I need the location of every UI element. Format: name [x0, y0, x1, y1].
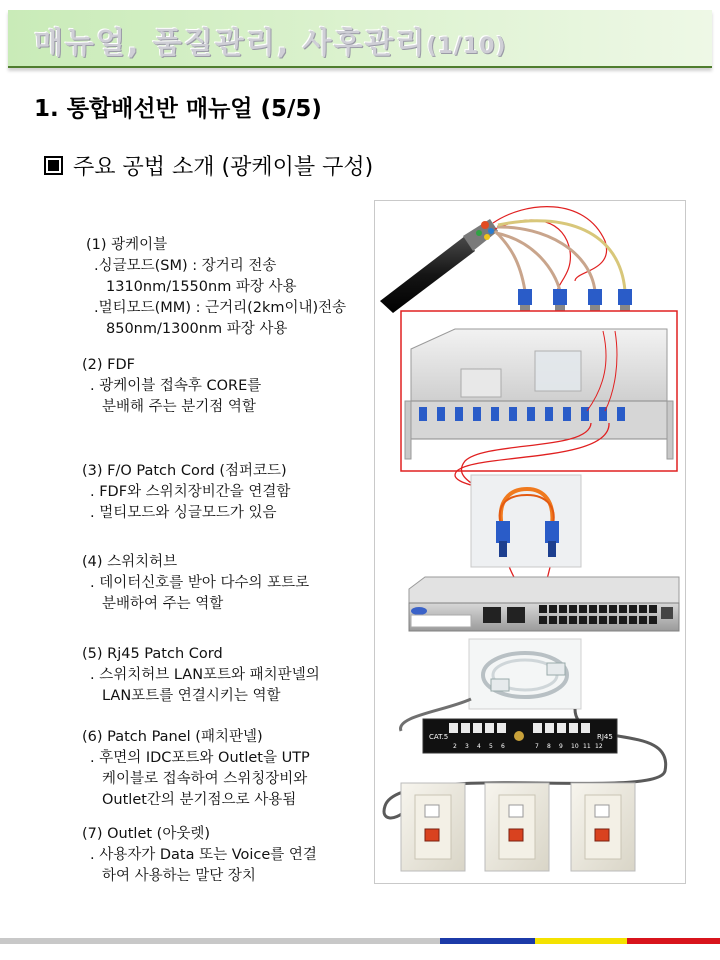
- item-line: 하여 사용하는 말단 장치: [102, 868, 256, 884]
- port-number: 4: [477, 743, 481, 750]
- item-line: . 데이터신호를 받아 다수의 포트로: [90, 575, 310, 591]
- item-line: 케이블로 접속하여 스위칭장비와: [102, 771, 308, 787]
- section-heading: 1. 통합배선반 매뉴얼 (5/5): [34, 96, 322, 122]
- item-line: .멀티모드(MM) : 근거리(2km이내)전송: [94, 300, 347, 316]
- patch-panel-label-rj45: RJ45: [597, 733, 613, 741]
- item-patch-cord: [82, 461, 290, 524]
- item-title: (1) 광케이블: [86, 237, 168, 253]
- item-line: 1310nm/1550nm 파장 사용: [106, 279, 297, 295]
- port-number: 12: [595, 743, 603, 750]
- item-line: 분배해 주는 분기점 역할: [102, 399, 256, 415]
- port-number: 10: [571, 743, 579, 750]
- subheading: [44, 150, 373, 181]
- network-diagram: [374, 200, 686, 884]
- item-line: . 사용자가 Data 또는 Voice를 연결: [90, 847, 317, 863]
- item-line: Outlet간의 분기점으로 사용됨: [102, 792, 297, 808]
- item-outlet: [82, 824, 317, 887]
- item-line: . 후면의 IDC포트와 Outlet을 UTP: [90, 750, 310, 766]
- footer-bar-blue: [440, 938, 535, 944]
- port-number: 7: [535, 743, 539, 750]
- item-line: . 광케이블 접속후 CORE를: [90, 378, 262, 394]
- page-indicator: (1/10): [426, 34, 507, 59]
- item-switch-hub: [82, 552, 309, 615]
- item-title: (3) F/O Patch Cord (점퍼코드): [82, 463, 287, 479]
- switch-hub-image: [409, 577, 679, 631]
- fiber-patch-cord-image: [471, 475, 581, 567]
- port-number: 6: [501, 743, 505, 750]
- port-number: 11: [583, 743, 591, 750]
- item-line: . 멀티모드와 싱글모드가 있음: [90, 505, 277, 521]
- footer-bar-gray: [0, 938, 440, 944]
- item-line: . FDF와 스위치장비간을 연결함: [90, 484, 291, 500]
- fdf-image: [405, 329, 673, 459]
- item-line: 850nm/1300nm 파장 사용: [106, 321, 288, 337]
- item-patch-panel: [82, 727, 310, 811]
- outlet-image: [485, 783, 549, 871]
- item-line: . 스위치허브 LAN포트와 패치판넬의: [90, 667, 320, 683]
- outlet-image: [571, 783, 635, 871]
- item-fiber-cable: [86, 235, 346, 340]
- item-line: .싱글모드(SM) : 장거리 전송: [94, 258, 277, 274]
- fiber-optic-cable-image: [380, 207, 632, 313]
- port-number: 3: [465, 743, 469, 750]
- outlet-image: [401, 783, 465, 871]
- item-fdf: [82, 355, 261, 418]
- item-rj45-cord: [82, 644, 320, 707]
- title-bar: [8, 10, 712, 68]
- port-number: 8: [547, 743, 551, 750]
- patch-panel-label-cat5: CAT.5: [429, 733, 449, 741]
- square-bullet-icon: [44, 156, 63, 175]
- port-number: 9: [559, 743, 563, 750]
- footer-bar-red: [627, 938, 720, 944]
- subheading-text: 주요 공법 소개 (광케이블 구성): [73, 155, 374, 180]
- port-number: 2: [453, 743, 457, 750]
- patch-panel-image: [423, 719, 617, 753]
- item-title: (2) FDF: [82, 357, 135, 373]
- item-title: (4) 스위치허브: [82, 554, 178, 570]
- rj45-patch-cord-image: [469, 639, 581, 709]
- item-title: (5) Rj45 Patch Cord: [82, 646, 223, 662]
- item-line: LAN포트를 연결시키는 역할: [102, 688, 281, 704]
- item-line: 분배하여 주는 역할: [102, 596, 224, 612]
- item-title: (6) Patch Panel (패치판넬): [82, 729, 263, 745]
- page-title: 매뉴얼, 품질관리, 사후관리(1/10): [34, 26, 507, 61]
- footer-bar-yellow: [535, 938, 627, 944]
- item-title: (7) Outlet (아웃렛): [82, 826, 211, 842]
- port-number: 5: [489, 743, 493, 750]
